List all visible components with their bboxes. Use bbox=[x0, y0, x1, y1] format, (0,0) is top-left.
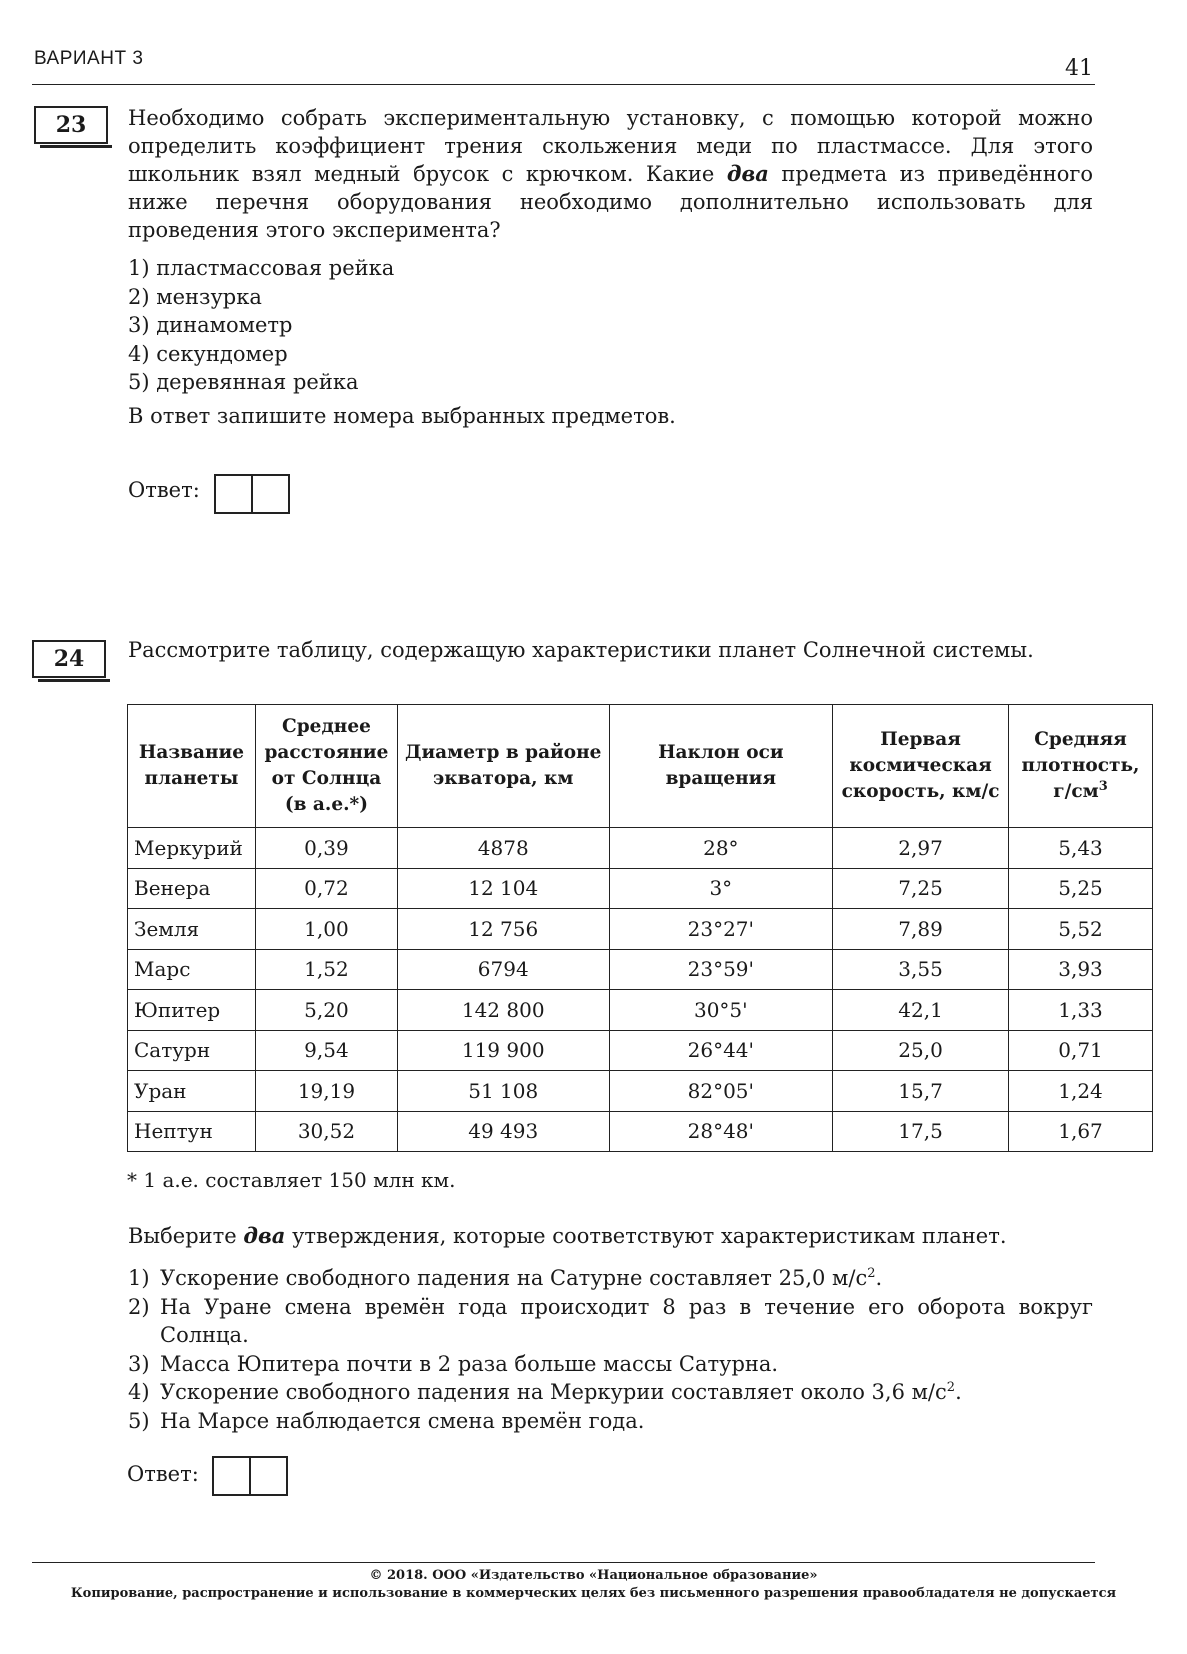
table-cell: 0,71 bbox=[1009, 1030, 1153, 1071]
table-cell: 7,89 bbox=[833, 909, 1009, 950]
table-cell: 3,55 bbox=[833, 949, 1009, 990]
table-row bbox=[128, 1111, 1153, 1152]
table-row bbox=[128, 909, 1153, 950]
task-24-question: Выберите два утверждения, которые соответствуют характеристикам планет. bbox=[128, 1223, 1007, 1248]
statement-item: 2) На Уране смена времён года происходит 8 раз в течение его оборота вокруг bbox=[128, 1294, 1093, 1319]
table-cell: 4878 bbox=[397, 828, 609, 869]
statement-item: 5) На Марсе наблюдается смена времён года. bbox=[128, 1408, 645, 1433]
table-cell: 82°05' bbox=[609, 1071, 833, 1112]
statement-item: 1) Ускорение свободного падения на Сатурне составляет 25,0 $м/с^2$. bbox=[128, 1266, 883, 1290]
table-cell: 30°5' bbox=[609, 990, 833, 1031]
task-23-options bbox=[128, 254, 1093, 397]
planet-name-cell: Венера bbox=[128, 868, 256, 909]
answer-cell[interactable] bbox=[214, 1458, 251, 1494]
table-cell: 2,97 bbox=[833, 828, 1009, 869]
task-23-line: Необходимо собрать экспериментальную установку, с помощью которой можно bbox=[128, 106, 1093, 130]
planet-name-cell: Юпитер bbox=[128, 990, 256, 1031]
table-cell: 5,52 bbox=[1009, 909, 1153, 950]
task-23-answer-box[interactable] bbox=[214, 474, 290, 514]
task-24-answer-label: Ответ: bbox=[127, 1462, 199, 1486]
table-cell: 23°59' bbox=[609, 949, 833, 990]
planet-name-cell: Сатурн bbox=[128, 1030, 256, 1071]
task-23-answer-label: Ответ: bbox=[128, 478, 200, 502]
planet-name-cell: Уран bbox=[128, 1071, 256, 1112]
task-23-line: определить коэффициент трения скольжения меди по пластмассе. Для этого bbox=[128, 134, 1093, 158]
table-cell: 0,72 bbox=[255, 868, 397, 909]
page-number: 41 bbox=[1065, 56, 1093, 81]
planets-table bbox=[127, 704, 1153, 1152]
table-cell: 142 800 bbox=[397, 990, 609, 1031]
table-cell: 26°44' bbox=[609, 1030, 833, 1071]
planet-name-cell: Нептун bbox=[128, 1111, 256, 1152]
table-cell: 12 104 bbox=[397, 868, 609, 909]
table-header: Диаметр в районе экватора, км bbox=[397, 705, 609, 828]
option-item: 4) секундомер bbox=[128, 341, 288, 366]
table-cell: 6794 bbox=[397, 949, 609, 990]
answer-cell[interactable] bbox=[251, 1458, 286, 1494]
table-cell: 3,93 bbox=[1009, 949, 1153, 990]
statement-item: 4) Ускорение свободного падения на Меркурии составляет около 3,6 $м/с^2$. bbox=[128, 1380, 962, 1404]
task-24-answer-box[interactable] bbox=[212, 1456, 288, 1496]
planet-name-cell: Меркурий bbox=[128, 828, 256, 869]
statement-item: Солнца. bbox=[160, 1323, 249, 1347]
table-header: Средняя плотность, $г/см^3$ bbox=[1009, 705, 1153, 828]
table-cell: 15,7 bbox=[833, 1071, 1009, 1112]
table-row bbox=[128, 828, 1153, 869]
table-header: Первая космическая скорость, км/с bbox=[833, 705, 1009, 828]
table-cell: 119 900 bbox=[397, 1030, 609, 1071]
table-cell: 30,52 bbox=[255, 1111, 397, 1152]
task-23-number: 23 bbox=[34, 106, 108, 144]
table-cell: 3° bbox=[609, 868, 833, 909]
answer-cell[interactable] bbox=[216, 476, 253, 512]
table-header-row bbox=[128, 705, 1153, 828]
option-item: 5) деревянная рейка bbox=[128, 370, 359, 394]
copyright-notice: Копирование, распространение и использование в коммерческих целях без письменного разрешения правообладателя не допускается bbox=[70, 1586, 1117, 1601]
table-header: Наклон оси вращения bbox=[609, 705, 833, 828]
table-cell: 1,67 bbox=[1009, 1111, 1153, 1152]
table-cell: 12 756 bbox=[397, 909, 609, 950]
table-cell: 49 493 bbox=[397, 1111, 609, 1152]
task-23-line: проведения этого эксперимента? bbox=[128, 218, 501, 242]
table-row bbox=[128, 1071, 1153, 1112]
task-23-line: школьник взял медный брусок с крючком. Какие два предмета из приведённого bbox=[128, 161, 1093, 186]
copyright-line: © 2018. ООО «Издательство «Национальное образование» bbox=[369, 1568, 818, 1583]
task-23-instruction: В ответ запишите номера выбранных предметов. bbox=[128, 404, 676, 428]
option-item: 3) динамометр bbox=[128, 313, 293, 337]
table-cell: 5,43 bbox=[1009, 828, 1153, 869]
top-divider bbox=[32, 84, 1095, 85]
table-header: Название планеты bbox=[128, 705, 256, 828]
table-cell: 7,25 bbox=[833, 868, 1009, 909]
option-item: 2) мензурка bbox=[128, 284, 262, 309]
task-24-statements bbox=[128, 1264, 1093, 1435]
answer-cell[interactable] bbox=[253, 476, 288, 512]
task-24-number: 24 bbox=[32, 640, 106, 678]
table-cell: 25,0 bbox=[833, 1030, 1009, 1071]
table-cell: 1,52 bbox=[255, 949, 397, 990]
table-cell: 17,5 bbox=[833, 1111, 1009, 1152]
table-cell: 28°48' bbox=[609, 1111, 833, 1152]
table-cell: 42,1 bbox=[833, 990, 1009, 1031]
table-header: Среднее расстояние от Солнца (в а.е.*) bbox=[255, 705, 397, 828]
table-cell: 1,33 bbox=[1009, 990, 1153, 1031]
option-item: 1) пластмассовая рейка bbox=[128, 256, 395, 280]
table-cell: 5,20 bbox=[255, 990, 397, 1031]
bottom-divider bbox=[32, 1562, 1095, 1563]
table-row bbox=[128, 868, 1153, 909]
table-cell: 28° bbox=[609, 828, 833, 869]
task-23-line: ниже перечня оборудования необходимо дополнительно использовать для bbox=[128, 190, 1093, 214]
table-cell: 9,54 bbox=[255, 1030, 397, 1071]
planet-name-cell: Марс bbox=[128, 949, 256, 990]
planet-name-cell: Земля bbox=[128, 909, 256, 950]
table-cell: 51 108 bbox=[397, 1071, 609, 1112]
table-cell: 1,24 bbox=[1009, 1071, 1153, 1112]
table-cell: 19,19 bbox=[255, 1071, 397, 1112]
table-row bbox=[128, 990, 1153, 1031]
table-row bbox=[128, 949, 1153, 990]
statement-item: 3) Масса Юпитера почти в 2 раза больше массы Сатурна. bbox=[128, 1351, 779, 1376]
table-footnote: * 1 а.е. составляет 150 млн км. bbox=[127, 1168, 456, 1192]
table-row bbox=[128, 1030, 1153, 1071]
table-cell: 0,39 bbox=[255, 828, 397, 869]
table-cell: 23°27' bbox=[609, 909, 833, 950]
table-cell: 1,00 bbox=[255, 909, 397, 950]
table-cell: 5,25 bbox=[1009, 868, 1153, 909]
task-23-question bbox=[128, 104, 1093, 244]
task-24-intro: Рассмотрите таблицу, содержащую характеристики планет Солнечной системы. bbox=[128, 638, 1034, 662]
variant-label: ВАРИАНТ 3 bbox=[34, 48, 144, 69]
